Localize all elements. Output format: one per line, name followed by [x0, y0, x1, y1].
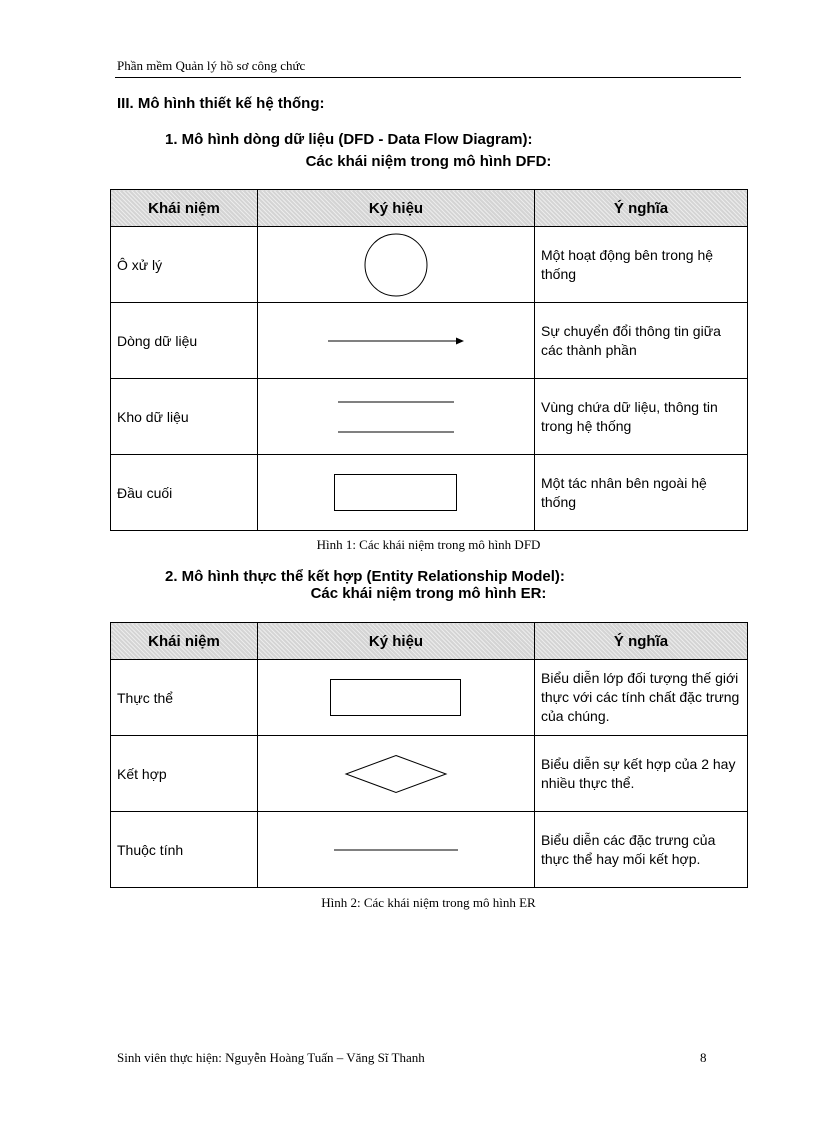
table-row — [111, 455, 748, 531]
table-row — [111, 660, 748, 736]
concept-meaning: Biểu diễn lớp đối tượng thế giới thực với các tính chất đặc trưng của chúng. — [535, 660, 748, 736]
column-header-symbol: Ký hiệu — [258, 623, 535, 660]
concept-meaning: Một tác nhân bên ngoài hệ thống — [535, 455, 748, 531]
table-header-row — [111, 623, 748, 660]
circle-symbol — [356, 233, 436, 297]
concept-name: Kết hợp — [111, 736, 258, 812]
table-row — [111, 379, 748, 455]
concept-name: Ô xử lý — [111, 227, 258, 303]
concept-meaning: Một hoạt động bên trong hệ thống — [535, 227, 748, 303]
page-number: 8 — [700, 1050, 707, 1065]
concept-meaning: Sự chuyển đổi thông tin giữa các thành phần — [535, 303, 748, 379]
table-row — [111, 303, 748, 379]
dfd-subtitle: Các khái niệm trong mô hình DFD: — [305, 153, 552, 170]
symbol-cell — [258, 812, 535, 888]
concept-meaning: Biểu diễn các đặc trưng của thực thể hay mối kết hợp. — [535, 812, 748, 888]
concept-name: Thực thể — [111, 660, 258, 736]
concept-meaning: Biểu diễn sự kết hợp của 2 hay nhiều thực thể. — [535, 736, 748, 812]
symbol-cell — [258, 379, 535, 455]
er-heading: 2. Mô hình thực thể kết hợp (Entity Relationship Model): — [165, 568, 565, 585]
column-header-meaning: Ý nghĩa — [535, 190, 748, 227]
running-header: Phần mềm Quản lý hồ sơ công chức — [117, 58, 306, 73]
symbol-cell — [258, 227, 535, 303]
er-caption: Hình 2: Các khái niệm trong mô hình ER — [321, 895, 536, 910]
dfd-caption: Hình 1: Các khái niệm trong mô hình DFD — [316, 537, 541, 552]
table-row — [111, 227, 748, 303]
dfd-concepts-table — [110, 189, 748, 531]
concept-meaning: Vùng chứa dữ liệu, thông tin trong hệ thống — [535, 379, 748, 455]
symbol-cell — [258, 736, 535, 812]
section-heading: III. Mô hình thiết kế hệ thống: — [117, 95, 325, 112]
arrow-symbol — [326, 335, 466, 347]
symbol-cell — [258, 660, 535, 736]
rectangle-symbol — [333, 473, 459, 513]
header-divider — [115, 77, 741, 78]
er-subtitle: Các khái niệm trong mô hình ER: — [310, 585, 547, 602]
table-row — [111, 736, 748, 812]
column-header-meaning: Ý nghĩa — [535, 623, 748, 660]
table-header-row — [111, 190, 748, 227]
column-header-concept: Khái niệm — [111, 623, 258, 660]
column-header-concept: Khái niệm — [111, 190, 258, 227]
dfd-heading: 1. Mô hình dòng dữ liệu (DFD - Data Flow Diagram): — [165, 131, 533, 148]
symbol-cell — [258, 455, 535, 531]
line-symbol — [333, 847, 459, 853]
concept-name: Kho dữ liệu — [111, 379, 258, 455]
concept-name: Dòng dữ liệu — [111, 303, 258, 379]
symbol-cell — [258, 303, 535, 379]
er-concepts-table — [110, 622, 748, 888]
diamond-symbol — [344, 754, 448, 794]
table-row — [111, 812, 748, 888]
rectangle-symbol — [329, 678, 463, 718]
column-header-symbol: Ký hiệu — [258, 190, 535, 227]
concept-name: Đầu cuối — [111, 455, 258, 531]
footer-authors: Sinh viên thực hiện: Nguyễn Hoàng Tuấn – Văng Sĩ Thanh — [117, 1050, 425, 1065]
concept-name: Thuộc tính — [111, 812, 258, 888]
parallel-lines-symbol — [337, 399, 455, 435]
